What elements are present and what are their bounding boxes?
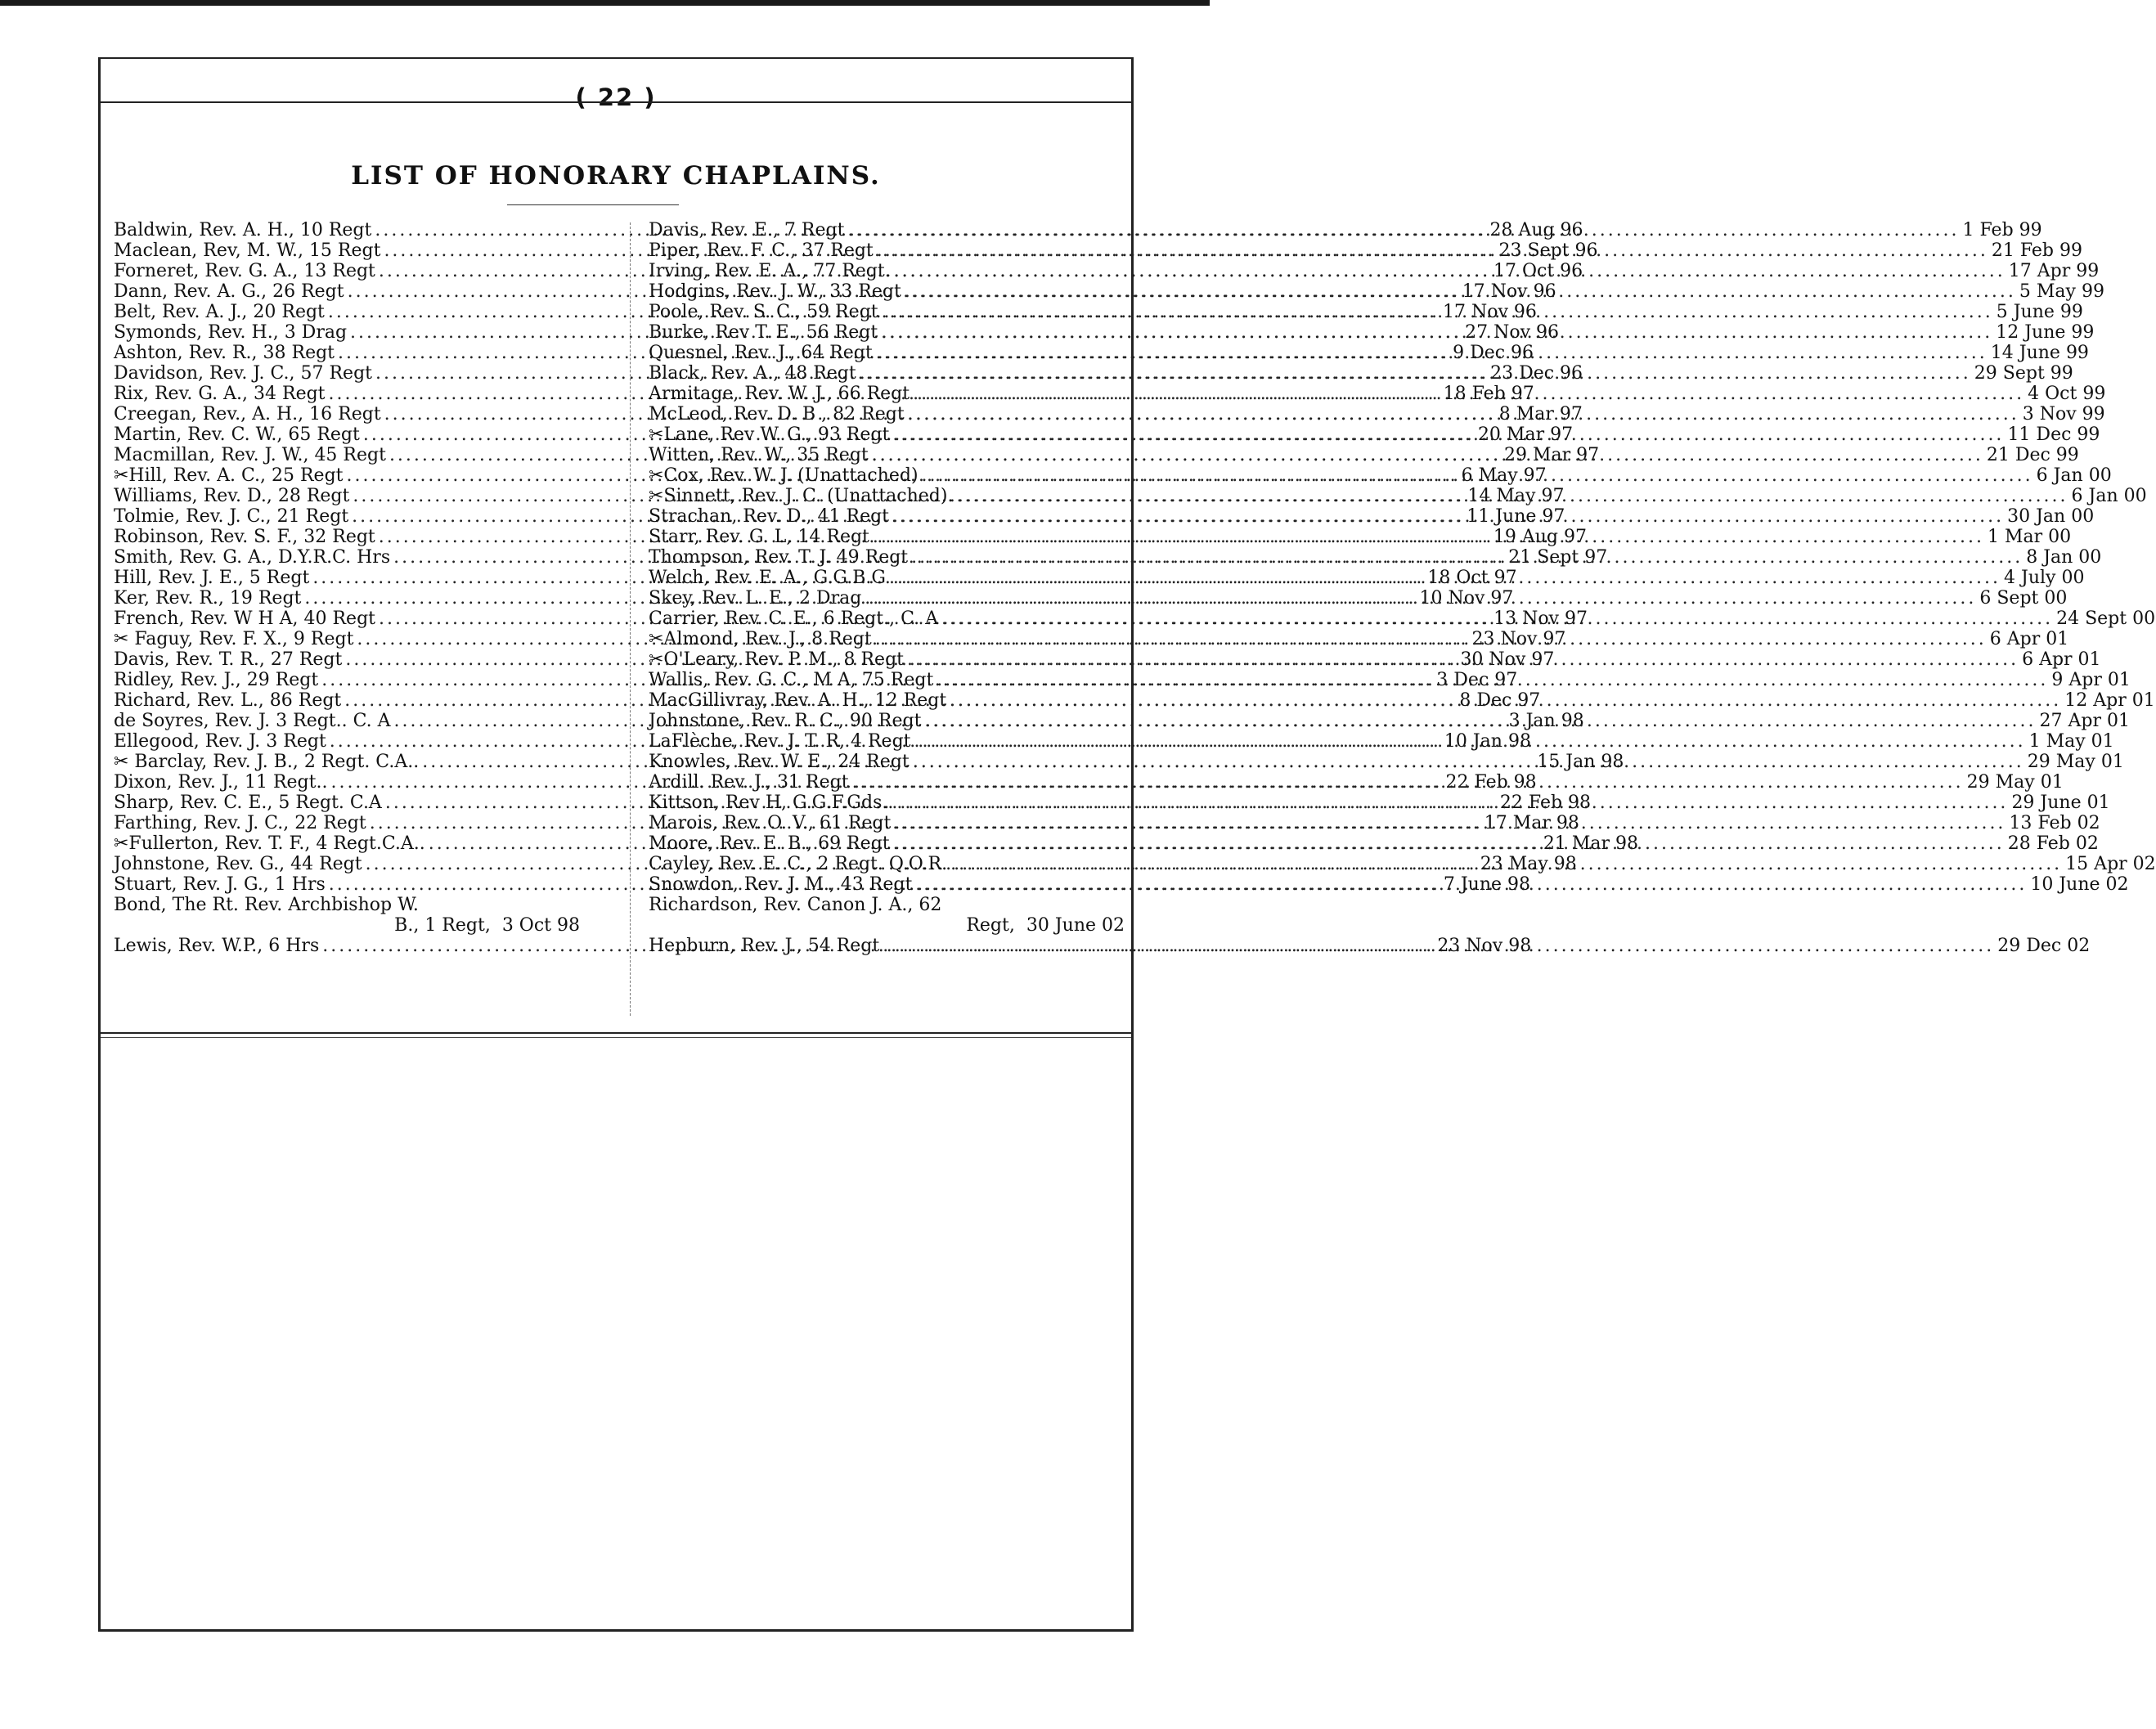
appointment-date: 29 Mar 97 [1504,445,1600,465]
chaplain-name: ✂ Barclay, Rev. J. B., 2 Regt. C.A.. [114,752,420,772]
page-frame [98,57,2156,1632]
chaplain-name: Tolmie, Rev. J. C., 21 Regt [114,506,349,527]
chaplain-name: Stuart, Rev. J. G., 1 Hrs [114,874,326,895]
appointment-date: 6 Sept 00 [1979,588,2068,609]
chaplain-name: ✂Hill, Rev. A. C., 25 Regt [114,465,344,486]
appointment-date: 17 Mar 98 [1484,813,1579,833]
chaplain-name: Johnstone, Rev. G., 44 Regt [114,854,362,874]
chaplain-name: Hepburn, Rev. J., 54 Regt [649,936,880,956]
appointment-date: 13 Nov 97 [1493,609,1588,629]
leader-dots [892,424,2004,445]
appointment-date: 29 May 01 [1966,772,2064,793]
appointment-date: 18 Oct 97 [1427,568,1517,588]
chaplain-name: Quesnel, Rev. J., 64 Regt [649,343,873,363]
chaplain-name: Snowdon, Rev. J. M., 43 Regt [649,874,913,895]
leader-dots [950,854,2062,874]
appointment-date: 22 Feb 98 [1445,772,1537,793]
appointment-date: 6 Jan 00 [2036,465,2112,486]
appointment-date: 4 July 00 [2004,568,2085,588]
appointment-date: 29 Sept 99 [1974,363,2073,384]
chaplain-name: Carrier, Rev. C. E., 6 Regt., C. A [649,609,938,629]
appointment-date: 23 Dec 96 [1490,363,1583,384]
leader-dots [915,874,2027,895]
chaplain-name: Starr, Rev. G. L, 14 Regt [649,527,869,547]
appointment-date: 9 Dec 96 [1453,343,1534,363]
chaplain-name: Irving, Rev. E. A., 77 Regt. [649,261,891,281]
appointment-date: 4 Oct 99 [2028,384,2106,404]
appointment-date: 29 Dec 02 [1997,936,2091,956]
chaplain-name: ✂Lane, Rev W. G., 93 Regt [649,424,890,445]
appointment-date: 30 Nov 97 [1460,649,1555,670]
appointment-date: 17 Oct 96 [1493,261,1583,281]
leader-dots [877,240,1988,261]
leader-dots [937,670,2048,690]
chaplain-name: Skey, Rev. L. E., 2 Drag [649,588,862,609]
appointment-date: 14 May 97 [1467,486,1565,506]
chaplain-name: ✂Sinnett, Rev. J. C. (Unattached). [649,486,954,506]
appointment-date: 1 Feb 99 [1962,220,2042,240]
appointment-date: 20 Mar 97 [1477,424,1574,445]
chaplain-name: Wallis, Rev. G. C., M A, 75 Regt [649,670,934,690]
leader-dots [881,322,1992,343]
chaplain-name: Kittson, Rev H, G.G.F.Gds.. [649,793,894,813]
chaplain-regiment: B., 1 Regt, [394,915,491,936]
appointment-date: 3 Oct 98 [501,915,580,936]
chaplain-name: MacGillivray, Rev. A. H., 12 Regt [649,690,947,711]
appointment-date: 23 Sept 96 [1498,240,1598,261]
leader-dots [941,609,2053,629]
appointment-date: 21 Mar 98 [1543,833,1638,854]
appointment-date: 19 Aug 97 [1493,527,1587,547]
chaplain-name: Poole, Rev. S. C., 59 Regt [649,302,878,322]
chaplain-name: French, Rev. W H A, 40 Regt [114,609,375,629]
appointment-date: 1 Mar 00 [1987,527,2072,547]
appointment-date: 12 Apr 01 [2064,690,2155,711]
chaplain-name: Robinson, Rev. S. F., 32 Regt [114,527,375,547]
leader-dots [924,711,2036,731]
chaplain-name: Macmillan, Rev. J. W., 45 Regt [114,445,386,465]
appointment-date: 24 Sept 00 [2056,609,2156,629]
appointment-date: 8 Mar 97 [1498,404,1583,424]
chaplain-name: Williams, Rev. D., 28 Regt [114,486,350,506]
chaplain-name: ✂Cox, Rev. W. J. (Unattached) [649,465,919,486]
chaplain-name: Marois, Rev. O. V., 61 Regt [649,813,892,833]
chaplain-name: Thompson, Rev. T. J. 49 Regt [649,547,909,568]
leader-dots [872,445,1983,465]
chaplain-name: Richard, Rev. L., 86 Regt [114,690,342,711]
appointment-date: 10 June 02 [2030,874,2129,895]
chaplain-entry-multiline [114,895,580,936]
page-number: ( 22 ) [575,83,657,111]
appointment-date: 21 Sept 97 [1508,547,1608,568]
chaplain-name: Davidson, Rev. J. C., 57 Regt [114,363,373,384]
appointment-date: 23 Nov 97 [1471,629,1566,649]
appointment-date: 29 June 01 [2011,793,2110,813]
page-title: LIST OF HONORARY CHAPLAINS. [351,161,881,191]
appointment-date: 7 June 98 [1443,874,1531,895]
chaplain-name: de Soyres, Rev. J. 3 Regt.. C. A [114,711,391,731]
column-divider [630,222,631,1016]
leader-dots [956,486,2068,506]
appointment-date: 17 Nov 96 [1442,302,1537,322]
chaplain-name: ✂ Faguy, Rev. F. X., 9 Regt [114,629,354,649]
chaplain-name: Johnstone, Rev. R. C., 90 Regt [649,711,922,731]
top-edge-rule [0,0,1210,6]
leader-dots [905,281,2016,302]
chaplain-name: Ellegood, Rev. J. 3 Regt [114,731,326,752]
leader-dots [882,302,1993,322]
appointment-date: 21 Feb 99 [1991,240,2082,261]
leader-dots [876,343,1988,363]
appointment-date: 27 Nov 96 [1465,322,1560,343]
appointment-date: 1 May 01 [2028,731,2114,752]
chaplain-regiment: Regt, [966,915,1015,936]
leader-dots [913,752,2024,772]
chaplain-name: Dann, Rev. A. G., 26 Regt [114,281,344,302]
leader-dots [865,588,1976,609]
leader-dots [860,363,1971,384]
appointment-date: 27 Apr 01 [2039,711,2130,731]
chaplain-name: Ker, Rev. R., 19 Regt [114,588,302,609]
leader-dots [896,793,2008,813]
appointment-date: 29 May 01 [2027,752,2124,772]
leader-dots [913,384,2024,404]
chaplain-name: Knowles, Rev. W. E., 24 Regt [649,752,910,772]
chaplain-name: LaFlèche, Rev. J. T. R, 4 Regt [649,731,911,752]
chaplain-name: ✂Almond, Rev. J., 8 Regt [649,629,872,649]
appointment-date: 6 Jan 00 [2071,486,2147,506]
leader-dots [875,629,1987,649]
appointment-date: 30 Jan 00 [2007,506,2095,527]
leader-dots [883,936,1994,956]
appointment-date: 3 Nov 99 [2022,404,2105,424]
chaplain-name: Martin, Rev. C. W., 65 Regt [114,424,360,445]
appointment-date: 10 Nov 97 [1419,588,1514,609]
chaplain-name: Forneret, Rev. G. A., 13 Regt [114,261,375,281]
appointment-date: 6 Apr 01 [1989,629,2069,649]
chaplain-name: Strachan, Rev. D., 41 Regt [649,506,890,527]
leader-dots [911,547,2023,568]
chaplain-name: McLeod, Rev. D. B , 82 Regt [649,404,905,424]
appointment-date: 28 Feb 02 [2007,833,2099,854]
chaplain-name: Armitage, Rev. W. J., 66 Regt [649,384,910,404]
leader-dots [950,690,2061,711]
leader-dots [922,465,2033,486]
leader-dots [907,649,2019,670]
leader-dots [873,527,1984,547]
appointment-date: 10 Jan 98 [1444,731,1531,752]
appointment-date: 17 Nov 96 [1462,281,1556,302]
leader-dots [893,833,2005,854]
appointment-date: 3 Jan 98 [1508,711,1584,731]
list-end-rule-thin [101,1037,1131,1038]
appointment-date: 3 Dec 97 [1436,670,1518,690]
list-end-rule [101,1032,1131,1034]
chaplain-name: Lewis, Rev. W.P., 6 Hrs [114,936,320,956]
chaplain-name: Sharp, Rev. C. E., 5 Regt. C.A [114,793,382,813]
leader-dots [892,506,2004,527]
appointment-date: 15 Apr 02 [2065,854,2156,874]
chaplain-name: Smith, Rev. G. A., D.Y.R.C. Hrs [114,547,391,568]
chaplain-name: Hodgins, Rev. J. W., 33 Regt [649,281,901,302]
chaplain-name: Bond, The Rt. Rev. Archbishop W. [114,895,419,915]
chaplain-name-continuation [649,915,1125,936]
chaplain-name: Rix, Rev. G. A., 34 Regt [114,384,326,404]
leader-dots [894,261,2006,281]
chaplain-name: Richardson, Rev. Canon J. A., 62 [649,895,942,915]
chaplain-name: Farthing, Rev. J. C., 22 Regt [114,813,366,833]
appointment-date: 23 May 98 [1480,854,1577,874]
chaplain-name: Hill, Rev. J. E., 5 Regt [114,568,310,588]
appointment-date: 28 Aug 96 [1489,220,1583,240]
appointment-date: 11 June 97 [1467,506,1565,527]
chaplain-name: ✂Fullerton, Rev. T. F., 4 Regt.C.A.. [114,833,425,854]
appointment-date: 8 Dec 97 [1459,690,1541,711]
chaplain-name: Davis, Rev. T. R., 27 Regt [114,649,343,670]
chaplain-name: Ardill. Rev. J., 31 Regt [649,772,849,793]
appointment-date: 13 Feb 02 [2009,813,2100,833]
appointment-date: 17 Apr 99 [2008,261,2100,281]
chaplain-name: Maclean, Rev, M. W., 15 Regt [114,240,381,261]
appointment-date: 5 May 99 [2019,281,2104,302]
appointment-date: 22 Feb 98 [1499,793,1592,813]
appointment-date: 15 Jan 98 [1537,752,1624,772]
chaplain-name: Cayley, Rev. E. C., 2 Regt. Q.O.R. [649,854,948,874]
chaplain-name: Ashton, Rev. R., 38 Regt [114,343,335,363]
appointment-date: 21 Dec 99 [1986,445,2079,465]
chaplain-name: Welch, Rev. E. A., G.G.B.G [649,568,886,588]
appointment-date: 30 June 02 [1026,915,1125,936]
chaplain-name-continuation [114,915,580,936]
chaplain-name: Ridley, Rev. J., 29 Regt [114,670,319,690]
leader-dots [889,568,2001,588]
appointment-date: 6 Apr 01 [2022,649,2101,670]
header-rule [101,101,1131,103]
appointment-date: 9 Apr 01 [2051,670,2131,690]
chaplain-name: Black, Rev. A., 48 Regt [649,363,856,384]
leader-dots [908,404,2019,424]
appointment-date: 6 May 97 [1461,465,1547,486]
chaplain-name: Davis, Rev. E., 7 Regt [649,220,845,240]
chaplain-name: Witten, Rev. W., 35 Regt [649,445,869,465]
appointment-date: 18 Feb 97 [1443,384,1534,404]
chaplain-entry-multiline [649,895,1125,936]
chaplain-name: Symonds, Rev. H., 3 Drag [114,322,348,343]
chaplain-name: Dixon, Rev. J., 11 Regt.. [114,772,328,793]
leader-dots [914,731,2026,752]
chaplain-name: Belt, Rev. A. J., 20 Regt [114,302,325,322]
chaplain-name: Moore, Rev. E. B., 69 Regt [649,833,890,854]
appointment-date: 14 June 99 [1990,343,2089,363]
leader-dots [894,813,2006,833]
chaplain-name: ✂O'Leary, Rev. P. M., 8 Regt [649,649,904,670]
appointment-date: 5 June 99 [1996,302,2083,322]
appointment-date: 11 Dec 99 [2007,424,2100,445]
appointment-date: 23 Nov 98 [1437,936,1532,956]
leader-dots [852,772,1964,793]
appointment-date: 12 June 99 [1996,322,2095,343]
chaplain-name: Burke, Rev T. E., 56 Regt [649,322,878,343]
appointment-date: 8 Jan 00 [2026,547,2102,568]
chaplain-name: Piper, Rev. F. C., 37 Regt [649,240,874,261]
chaplain-name: Creegan, Rev., A. H., 16 Regt [114,404,381,424]
leader-dots [847,220,1959,240]
title-rule [507,204,679,205]
chaplain-name: Baldwin, Rev. A. H., 10 Regt [114,220,372,240]
